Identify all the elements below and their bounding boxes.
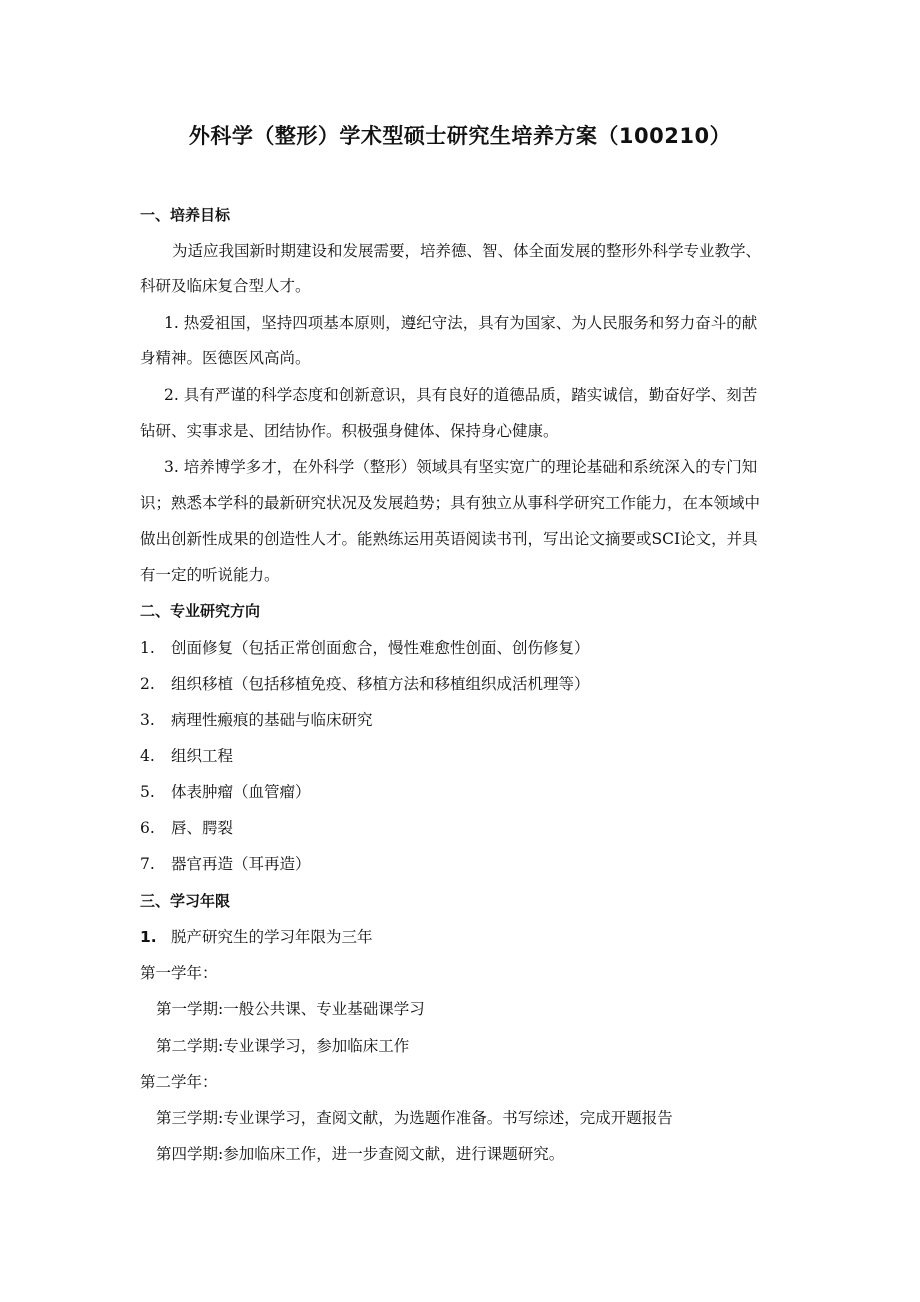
list-item-number: 1. — [140, 928, 157, 946]
term-line: 第一学期:一般公共课、专业基础课学习 — [156, 1000, 425, 1018]
list-item — [140, 637, 590, 659]
list-item-text: 创面修复（包括正常创面愈合，慢性难愈性创面、创伤修复） — [171, 639, 590, 657]
list-item-text: 体表肿瘤（血管瘤） — [171, 783, 311, 801]
paragraph-line: 2. 具有严谨的科学态度和创新意识，具有良好的道德品质，踏实诚信，勤奋好学、刻苦 — [164, 386, 758, 404]
list-item-text: 器官再造（耳再造） — [171, 855, 311, 873]
list-item-text: 组织工程 — [171, 747, 234, 765]
list-item — [140, 673, 590, 695]
year-label: 第一学年： — [140, 964, 218, 982]
paragraph-line: 有一定的听说能力。 — [140, 566, 280, 584]
term-line: 第三学期:专业课学习，查阅文献，为选题作准备。书写综述，完成开题报告 — [156, 1109, 673, 1127]
paragraph-line: 3. 培养博学多才，在外科学（整形）领域具有坚实宽广的理论基础和系统深入的专门知 — [164, 458, 758, 476]
list-item-number: 1. — [140, 639, 155, 657]
list-item-number: 4. — [140, 747, 155, 765]
year-label: 第二学年： — [140, 1073, 218, 1091]
section-heading-study-duration: 三、学习年限 — [140, 892, 231, 910]
list-item-number: 3. — [140, 711, 155, 729]
list-item — [140, 745, 233, 767]
section-heading-goals: 一、培养目标 — [140, 206, 231, 224]
list-item-text: 唇、腭裂 — [171, 819, 234, 837]
list-item-number: 7. — [140, 855, 155, 873]
paragraph-line: 科研及临床复合型人才。 — [140, 277, 311, 295]
list-item-number: 6. — [140, 819, 155, 837]
page-title: 外科学（整形）学术型硕士研究生培养方案（100210） — [188, 124, 732, 148]
list-item — [140, 853, 311, 875]
paragraph-line: 钻研、实事求是、团结协作。积极强身健体、保持身心健康。 — [140, 422, 559, 440]
paragraph-line: 1. 热爱祖国，坚持四项基本原则，遵纪守法，具有为国家、为人民服务和努力奋斗的献 — [164, 314, 758, 332]
paragraph-line: 识；熟悉本学科的最新研究状况及发展趋势；具有独立从事科学研究工作能力，在本领域中 — [140, 494, 761, 512]
paragraph-line: 为适应我国新时期建设和发展需要，培养德、智、体全面发展的整形外科学专业教学、 — [172, 242, 762, 260]
term-line: 第二学期:专业课学习，参加临床工作 — [156, 1037, 410, 1055]
list-item-number: 5. — [140, 783, 155, 801]
list-item-text: 病理性瘢痕的基础与临床研究 — [171, 711, 373, 729]
paragraph-line: 身精神。医德医风高尚。 — [140, 349, 311, 367]
list-item — [140, 817, 233, 839]
list-item-number: 2. — [140, 675, 155, 693]
list-item — [140, 709, 373, 731]
list-item-text: 组织移植（包括移植免疫、移植方法和移植组织成活机理等） — [171, 675, 590, 693]
list-item — [140, 926, 373, 948]
section-heading-research-directions: 二、专业研究方向 — [140, 602, 261, 620]
list-item — [140, 781, 311, 803]
term-line: 第四学期:参加临床工作，进一步查阅文献，进行课题研究。 — [156, 1145, 565, 1163]
paragraph-line: 做出创新性成果的创造性人才。能熟练运用英语阅读书刊，写出论文摘要或SCI论文，并具 — [140, 530, 758, 548]
list-item-text: 脱产研究生的学习年限为三年 — [171, 928, 373, 946]
